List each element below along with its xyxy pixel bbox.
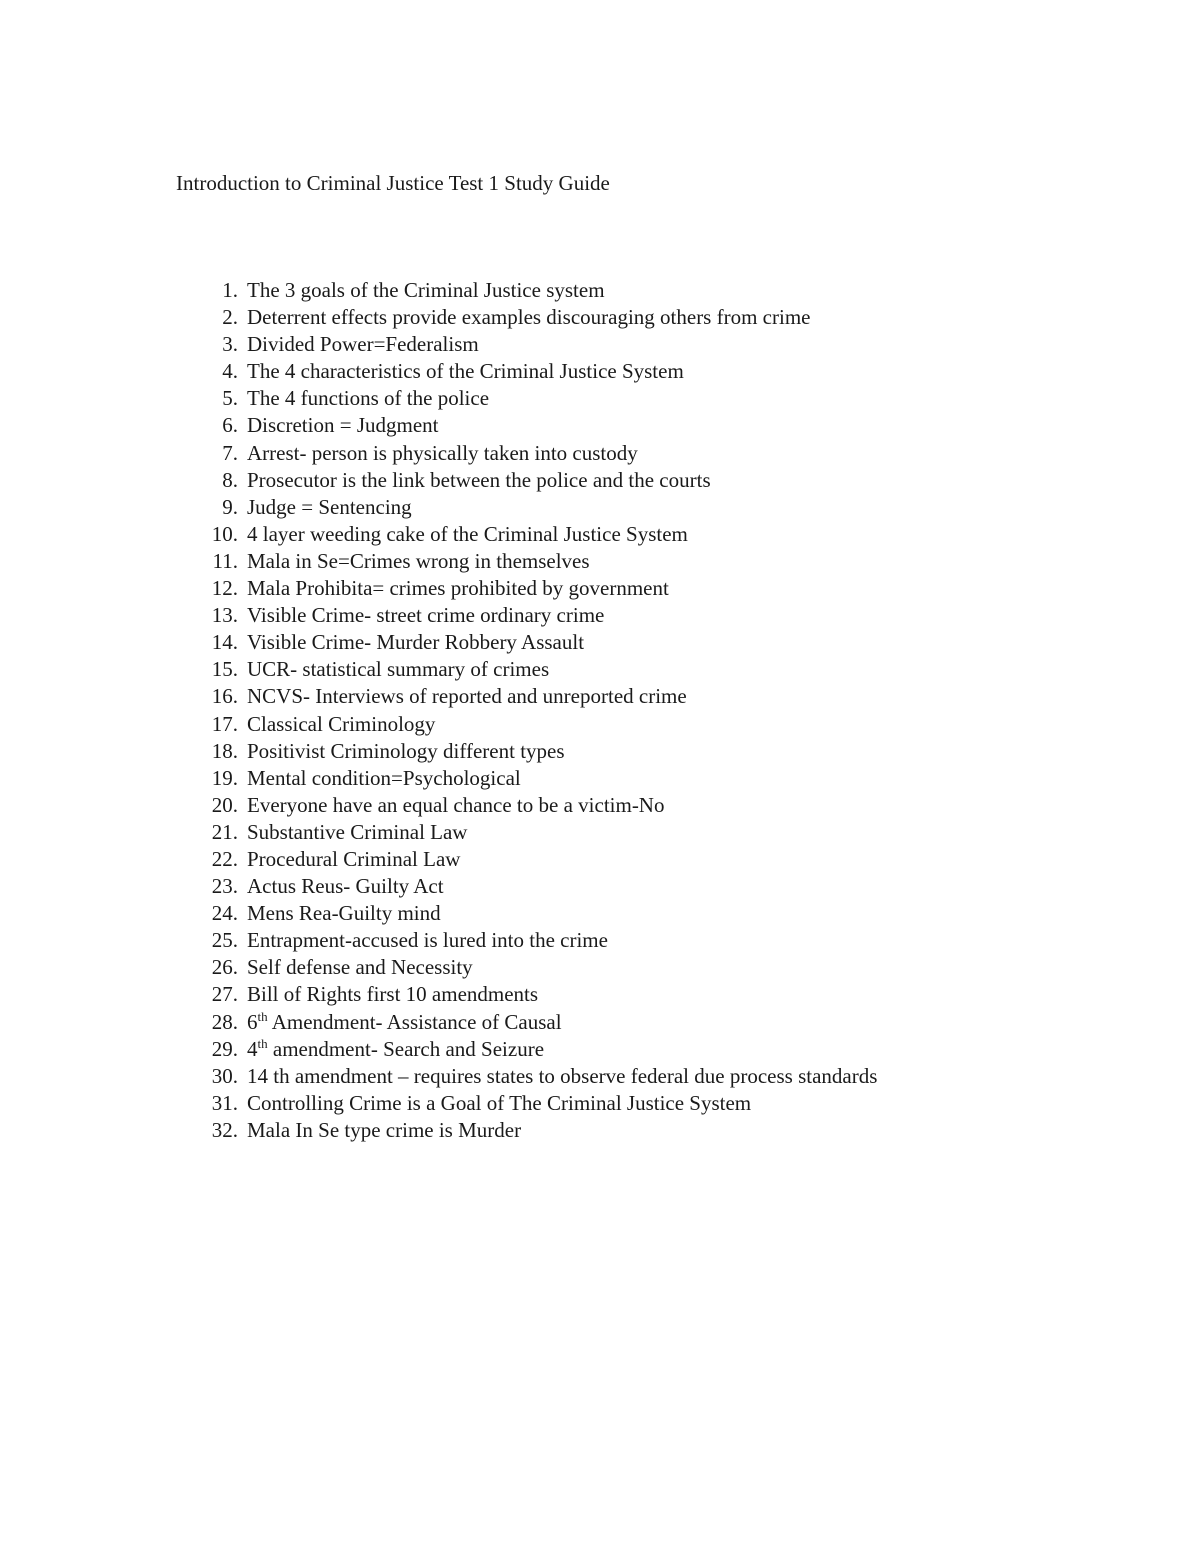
list-item-text: Mental condition=Psychological bbox=[247, 765, 521, 790]
list-item-number: 18. bbox=[211, 738, 238, 763]
list-item-number: 8. bbox=[222, 467, 238, 492]
list-item-number: 17. bbox=[211, 711, 238, 736]
list-item-number: 9. bbox=[222, 494, 238, 519]
list-item-text: NCVS- Interviews of reported and unreported crime bbox=[247, 684, 687, 709]
list-item-text: Bill of Rights first 10 amendments bbox=[247, 982, 539, 1007]
list-item-text: Procedural Criminal Law bbox=[247, 846, 461, 871]
list-item-number: 28. bbox=[211, 1009, 238, 1034]
list-item-text: Mala In Se type crime is Murder bbox=[247, 1117, 522, 1142]
list-item-number: 5. bbox=[222, 386, 238, 411]
list-item-text: Arrest- person is physically taken into custody bbox=[247, 440, 638, 465]
list-item-number: 31. bbox=[211, 1090, 238, 1115]
list-item-text: Mala in Se=Crimes wrong in themselves bbox=[247, 548, 590, 573]
list-item-text: 4 layer weeding cake of the Criminal Justice System bbox=[247, 521, 688, 546]
list-item-text: Substantive Criminal Law bbox=[247, 819, 468, 844]
list-item-text: The 4 characteristics of the Criminal Justice System bbox=[247, 359, 684, 384]
list-item-text-prefix: 4 bbox=[247, 1036, 258, 1061]
list-item-text: Mala Prohibita= crimes prohibited by government bbox=[247, 576, 669, 601]
list-item-text-suffix: Amendment- Assistance of Causal bbox=[267, 1009, 562, 1034]
list-item-number: 3. bbox=[222, 332, 238, 357]
list-item-number: 15. bbox=[211, 657, 238, 682]
list-item-text: The 3 goals of the Criminal Justice system bbox=[247, 278, 605, 302]
list-item-text-prefix: 6 bbox=[247, 1009, 258, 1034]
list-item-number: 13. bbox=[211, 603, 238, 628]
list-item-text: Positivist Criminology different types bbox=[247, 738, 565, 763]
list-item-text bbox=[247, 1009, 562, 1036]
list-item-number: 20. bbox=[211, 792, 238, 817]
list-item-number: 4. bbox=[222, 359, 238, 384]
list-item-number: 12. bbox=[211, 576, 238, 601]
list-item-number: 27. bbox=[211, 982, 238, 1007]
list-item-number: 14. bbox=[211, 630, 238, 655]
list-item-text: UCR- statistical summary of crimes bbox=[247, 657, 550, 682]
list-item-number: 24. bbox=[211, 901, 238, 926]
list-item-text: Controlling Crime is a Goal of The Criminal Justice System bbox=[247, 1090, 752, 1115]
list-item-number: 6. bbox=[222, 413, 238, 438]
list-item-text: Everyone have an equal chance to be a victim-No bbox=[247, 792, 665, 817]
list-item-number: 29. bbox=[211, 1036, 238, 1061]
list-item-text: Discretion = Judgment bbox=[247, 413, 439, 438]
list-item-number: 25. bbox=[211, 928, 238, 953]
list-item-text: Mens Rea-Guilty mind bbox=[247, 901, 441, 926]
list-item-number: 26. bbox=[211, 955, 238, 980]
list-item-text: Classical Criminology bbox=[247, 711, 436, 736]
list-item-number: 21. bbox=[211, 819, 238, 844]
list-item-text: Entrapment-accused is lured into the crime bbox=[247, 928, 608, 953]
list-item-text: Divided Power=Federalism bbox=[247, 332, 479, 357]
list-item-number: 10. bbox=[211, 521, 238, 546]
list-item-number: 11. bbox=[212, 548, 238, 573]
ordinal-superscript: th bbox=[257, 1008, 268, 1024]
list-item-text: Actus Reus- Guilty Act bbox=[247, 874, 444, 899]
list-item-text: 14 th amendment – requires states to observe federal due process standards bbox=[247, 1063, 878, 1088]
list-item-text-suffix: amendment- Search and Seizure bbox=[267, 1036, 545, 1061]
list-item-number: 1. bbox=[222, 278, 238, 302]
list-item-number: 23. bbox=[211, 874, 238, 899]
document-title: Introduction to Criminal Justice Test 1 Study Guide bbox=[176, 171, 610, 195]
list-item-number: 16. bbox=[211, 684, 238, 709]
list-item-number: 30. bbox=[211, 1063, 238, 1088]
list-item-text: Self defense and Necessity bbox=[247, 955, 473, 980]
list-item-text bbox=[247, 1036, 544, 1063]
list-item-number: 7. bbox=[222, 440, 238, 465]
list-item-text: Prosecutor is the link between the police and the courts bbox=[247, 467, 711, 492]
list-item-number: 2. bbox=[222, 305, 238, 330]
ordinal-superscript: th bbox=[257, 1035, 268, 1051]
list-item-text: Deterrent effects provide examples discouraging others from crime bbox=[247, 305, 811, 330]
list-item-number: 32. bbox=[211, 1117, 238, 1142]
list-item-number: 22. bbox=[211, 846, 238, 871]
list-item-text: Judge = Sentencing bbox=[247, 494, 412, 519]
list-item-text: Visible Crime- Murder Robbery Assault bbox=[247, 630, 585, 655]
list-item-text: Visible Crime- street crime ordinary crime bbox=[247, 603, 605, 628]
list-item-text: The 4 functions of the police bbox=[247, 386, 490, 411]
list-item-number: 19. bbox=[211, 765, 238, 790]
